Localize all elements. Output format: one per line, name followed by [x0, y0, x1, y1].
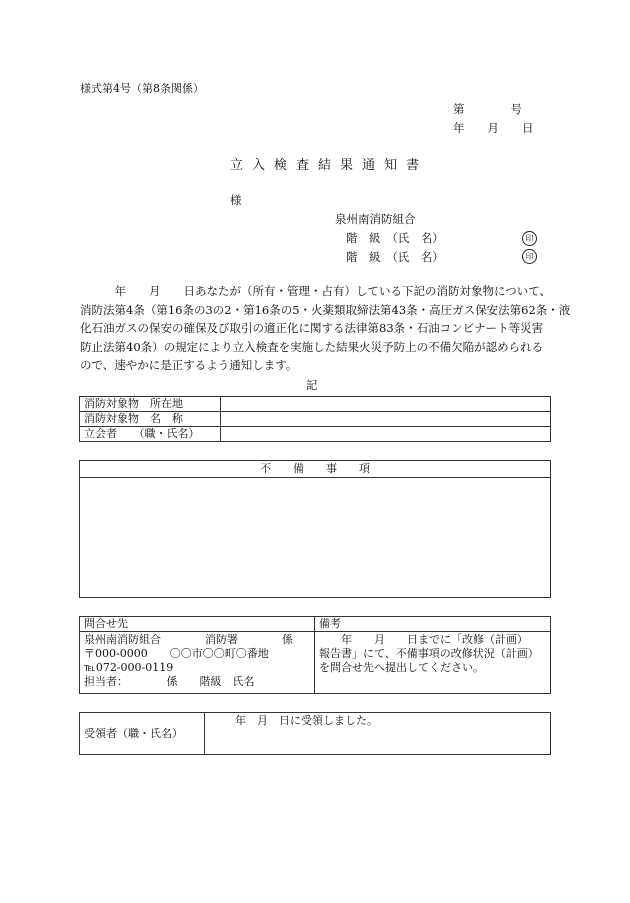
notice-body [80, 282, 571, 375]
defects-header: 不 備 事 項 [80, 461, 550, 478]
info-label: 消防対象物 名 称 [80, 412, 221, 427]
notice-line: 年 月 日あなたが（所有・管理・占有）している下記の消防対象物について、 [80, 284, 552, 298]
seal-icon: 印 [522, 231, 537, 246]
remarks-header: 備考 [315, 617, 551, 632]
table-row [80, 427, 551, 442]
contact-line: 担当者： 係 階級 氏名 [84, 675, 255, 688]
document-date-label: 年 月 日 [453, 121, 534, 135]
document-number-label: 第 号 [453, 102, 522, 116]
seal-icon: 印 [522, 249, 537, 264]
table-row [80, 397, 551, 412]
document-title: 立入検査結果通知書 [230, 158, 429, 173]
info-label: 立会者 （職・氏名） [80, 427, 221, 442]
notice-line: ので、速やかに是正するよう通知します。 [80, 358, 298, 372]
receipt-table [79, 712, 551, 755]
notice-line: 防止法第40条）の規定により立入検査を実施した結果火災予防上の不備欠陥が認められる [80, 339, 544, 354]
sender-rank-line-1: 階 級 （氏 名） [346, 231, 444, 245]
form-number: 様式第4号（第8条関係） [80, 82, 204, 95]
contact-line: 〒000-0000 〇〇市〇〇町〇番地 [84, 647, 269, 660]
contact-line: ℡072-000-0119 [84, 661, 174, 674]
target-info-table [79, 396, 551, 442]
receipt-field[interactable]: 年 月 日に受領しました。 [205, 713, 551, 755]
contact-remarks-table [79, 616, 551, 694]
remarks-line: 年 月 日までに「改修（計画） [319, 633, 528, 646]
contact-line: 泉州南消防組合 消防署 係 [84, 633, 293, 646]
recipient-suffix: 様 [230, 193, 242, 207]
table-row [80, 713, 551, 755]
table-row [80, 617, 551, 632]
sender-org: 泉州南消防組合 [335, 212, 416, 226]
receipt-label: 受領者（職・氏名） [80, 713, 205, 755]
sender-rank-line-2: 階 級 （氏 名） [346, 250, 444, 264]
ki-label: 記 [306, 378, 318, 392]
contact-body [80, 632, 315, 694]
remarks-body [315, 632, 551, 694]
table-row [80, 412, 551, 427]
info-value-field[interactable] [221, 397, 551, 412]
table-row [80, 632, 551, 694]
contact-header: 問合せ先 [80, 617, 315, 632]
info-label: 消防対象物 所在地 [80, 397, 221, 412]
defects-content-field[interactable] [80, 478, 550, 486]
remarks-line: を問合せ先へ提出してください。 [319, 661, 484, 674]
notice-line: 消防法第4条（第16条の3の2・第16条の5・火薬類取締法第43条・高圧ガス保安法第62条・液 [80, 302, 571, 317]
info-value-field[interactable] [221, 427, 551, 442]
notice-line: 化石油ガスの保安の確保及び取引の適正化に関する法律第83条・石油コンビナート等災害 [80, 321, 544, 335]
defects-box [79, 460, 551, 598]
remarks-line: 報告書」にて、不備事項の改修状況（計画） [319, 647, 539, 660]
info-value-field[interactable] [221, 412, 551, 427]
